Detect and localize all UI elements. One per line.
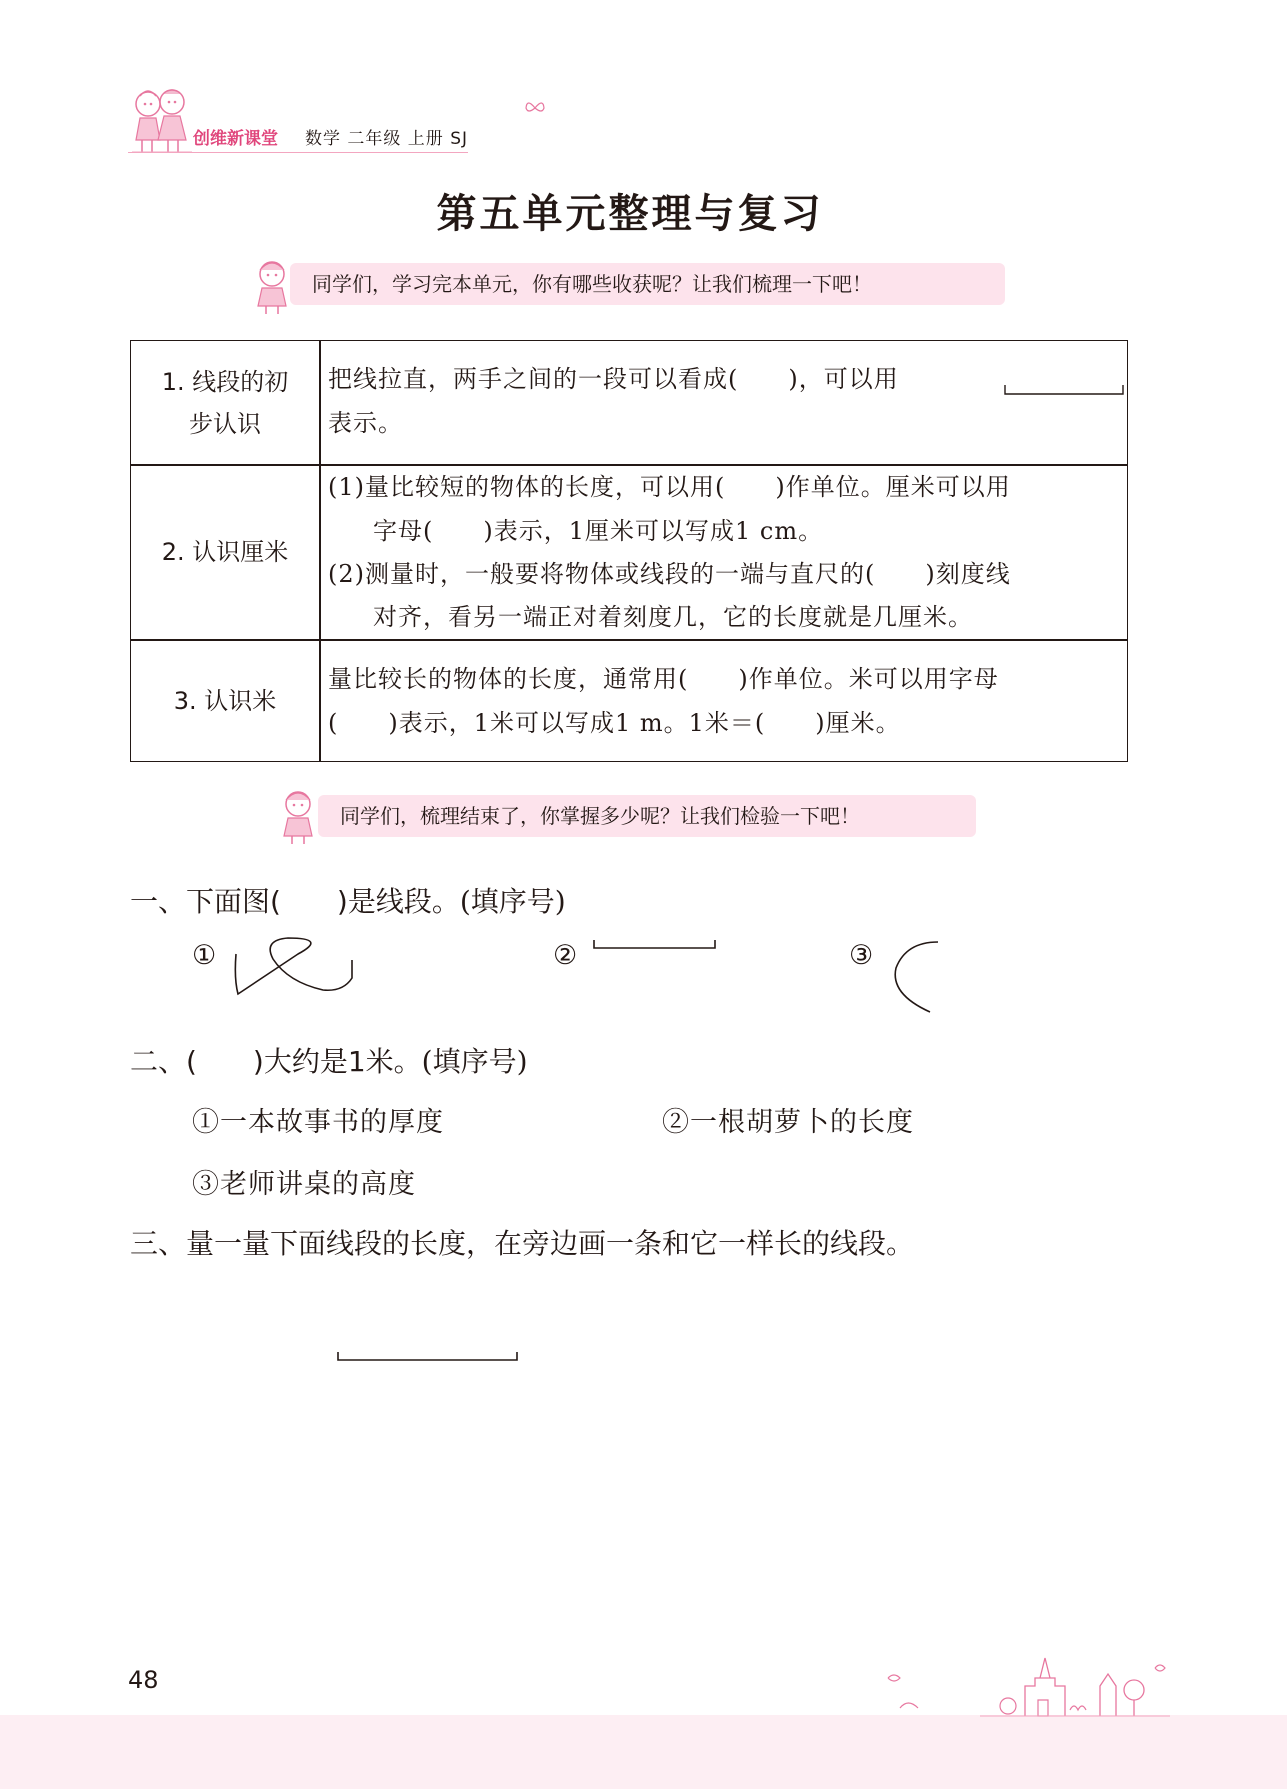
review-table bbox=[130, 340, 1128, 762]
review-banner: 同学们，学习完本单元，你有哪些收获呢？让我们梳理一下吧！ bbox=[290, 263, 1005, 305]
curved-line-figure bbox=[228, 934, 358, 1000]
header-rule bbox=[128, 152, 468, 153]
footer-band bbox=[0, 1715, 1287, 1789]
student-avatar-icon bbox=[276, 786, 320, 846]
question-1: 一、下面图( )是线段。(填序号) bbox=[130, 885, 566, 918]
butterfly-icon bbox=[525, 100, 545, 116]
arc-figure bbox=[886, 938, 942, 1014]
table-divider bbox=[319, 341, 321, 761]
table-row-content: 字母( )表示，1厘米可以写成1 cm。 bbox=[373, 517, 824, 545]
option-1-marker: ① bbox=[192, 940, 217, 971]
option-item: ②一根胡萝卜的长度 bbox=[662, 1107, 914, 1138]
brand-label: 创维新课堂 bbox=[193, 129, 278, 149]
table-row-content: ( )表示，1米可以写成1 m。1米＝( )厘米。 bbox=[328, 709, 901, 737]
page-number: 48 bbox=[128, 1666, 159, 1694]
question-2: 二、( )大约是1米。(填序号) bbox=[130, 1045, 528, 1078]
table-row-label: 1. 线段的初 步认识 bbox=[161, 367, 289, 438]
table-row-content: 对齐，看另一端正对着刻度几，它的长度就是几厘米。 bbox=[373, 603, 973, 631]
castle-illustration bbox=[880, 1650, 1170, 1720]
table-row-content: (1)量比较短的物体的长度，可以用( )作单位。厘米可以用 bbox=[328, 473, 1011, 501]
measure-segment-figure bbox=[336, 1350, 520, 1364]
table-row-label: 2. 认识厘米 bbox=[161, 538, 289, 566]
student-avatar-icon bbox=[250, 256, 294, 316]
question-3: 三、量一量下面线段的长度，在旁边画一条和它一样长的线段。 bbox=[130, 1227, 915, 1260]
table-row-content: 把线拉直，两手之间的一段可以看成( )，可以用 bbox=[328, 365, 899, 393]
option-item: ①一本故事书的厚度 bbox=[192, 1107, 444, 1138]
table-row-content: 表示。 bbox=[328, 409, 403, 437]
subject-info: 数学 二年级 上册 SJ bbox=[305, 129, 469, 149]
header-kids-illustration bbox=[126, 82, 196, 154]
option-item: ③老师讲桌的高度 bbox=[192, 1169, 416, 1200]
page-title: 第五单元整理与复习 bbox=[436, 191, 824, 237]
option-3-marker: ③ bbox=[849, 940, 874, 971]
check-banner: 同学们，梳理结束了，你掌握多少呢？让我们检验一下吧！ bbox=[318, 795, 976, 837]
line-segment-figure bbox=[1003, 383, 1125, 399]
line-segment-figure bbox=[592, 938, 718, 952]
table-row-content: 量比较长的物体的长度，通常用( )作单位。米可以用字母 bbox=[328, 665, 999, 693]
table-row-content: (2)测量时，一般要将物体或线段的一端与直尺的( )刻度线 bbox=[328, 560, 1011, 588]
table-row-label: 3. 认识米 bbox=[173, 686, 277, 715]
option-2-marker: ② bbox=[553, 940, 578, 971]
